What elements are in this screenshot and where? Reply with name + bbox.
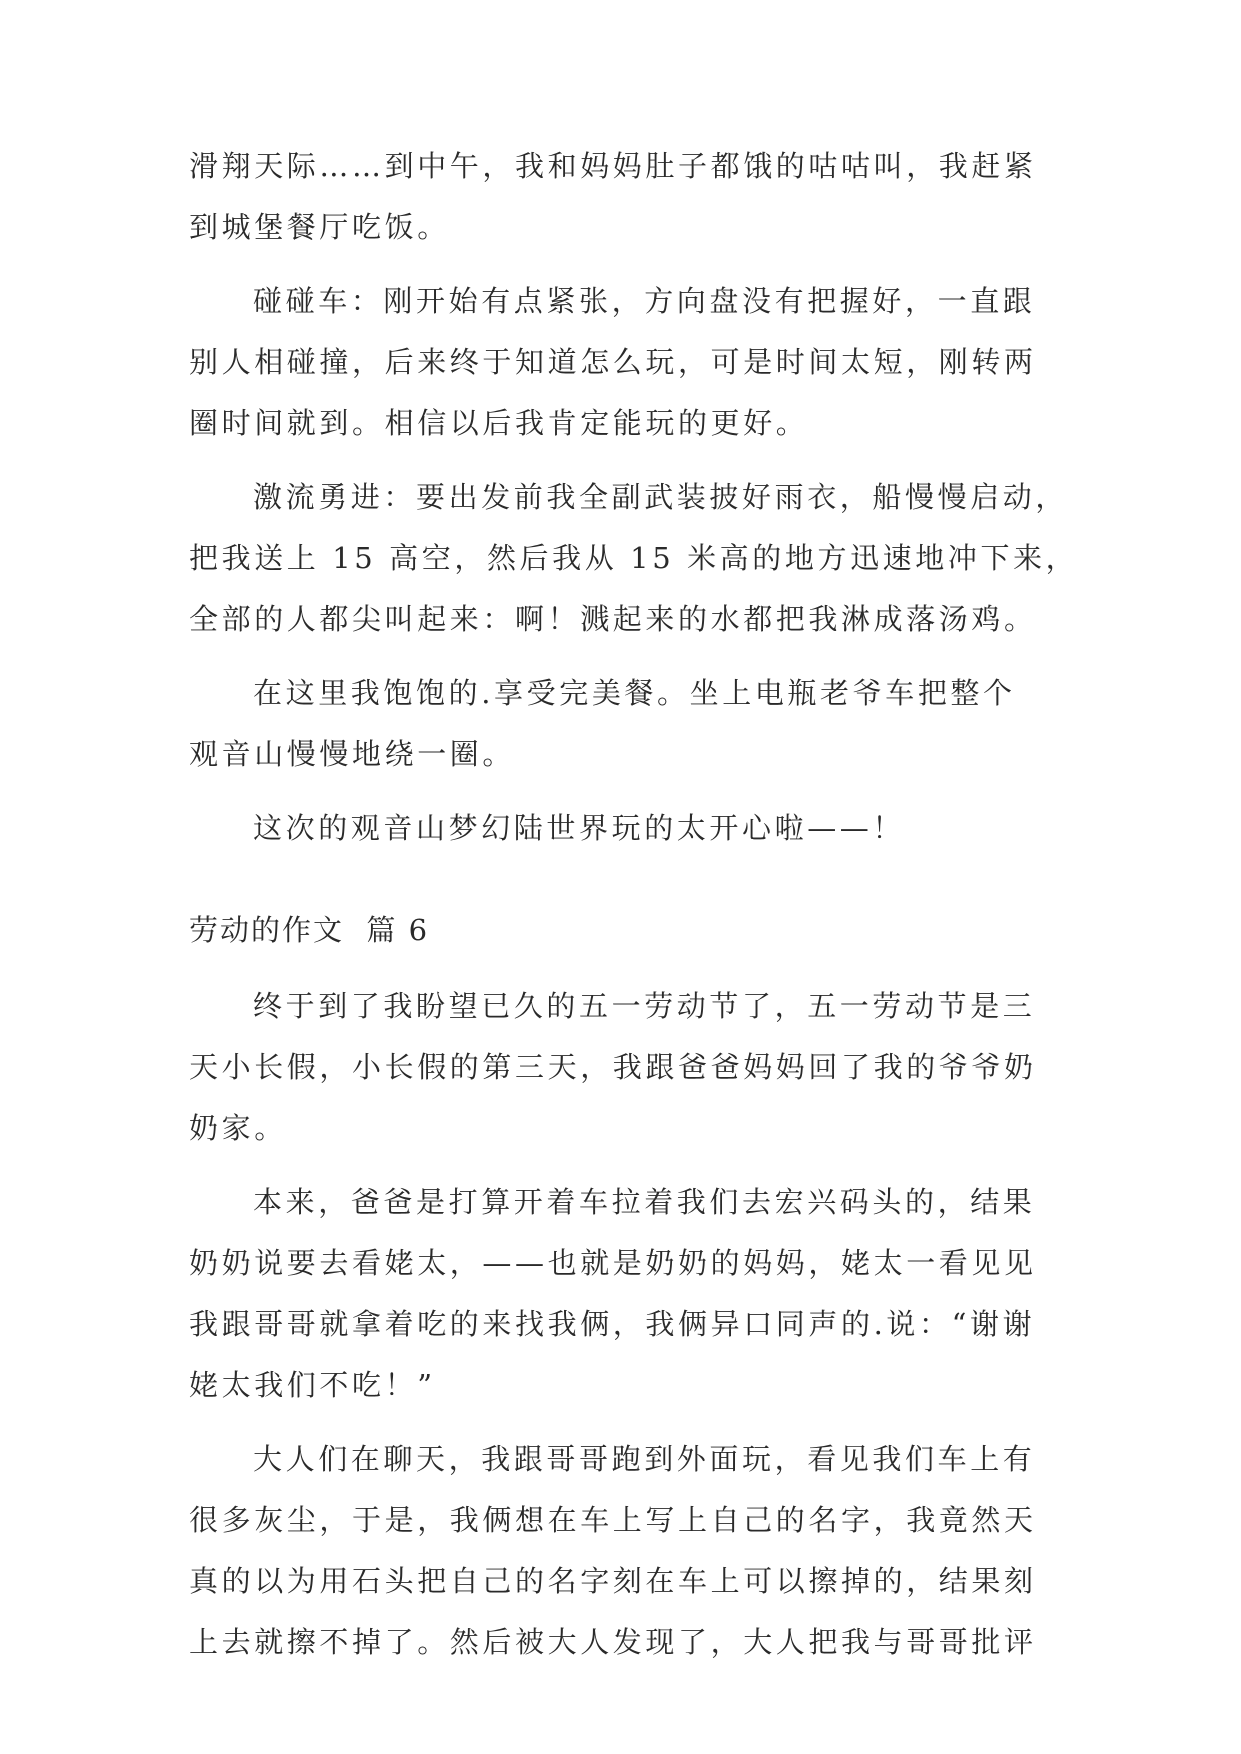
- text-line: 到城堡餐厅吃饭。: [189, 210, 450, 244]
- paragraph-start: 本来，爸爸是打算开着车拉着我们去宏兴码头的，结果: [253, 1185, 1036, 1219]
- text-line: 滑翔天际……到中午，我和妈妈肚子都饿的咕咕叫，我赶紧: [189, 149, 1037, 183]
- text-line: 圈时间就到。相信以后我肯定能玩的更好。: [189, 406, 809, 440]
- text-line: 奶家。: [189, 1111, 287, 1145]
- text-line: 全部的人都尖叫起来：啊！溅起来的水都把我淋成落汤鸡。: [189, 602, 1037, 636]
- section-title: 劳动的作文 篇 6: [189, 913, 430, 947]
- paragraph-start: 终于到了我盼望已久的五一劳动节了，五一劳动节是三: [253, 989, 1036, 1023]
- text-line: 观音山慢慢地绕一圈。: [189, 737, 516, 771]
- text-line: 天小长假，小长假的第三天，我跟爸爸妈妈回了我的爷爷奶: [189, 1050, 1037, 1084]
- paragraph-start: 在这里我饱饱的.享受完美餐。坐上电瓶老爷车把整个: [253, 676, 1016, 710]
- paragraph-start: 激流勇进：要出发前我全副武装披好雨衣，船慢慢启动，: [253, 480, 1069, 514]
- text-line: 别人相碰撞，后来终于知道怎么玩，可是时间太短，刚转两: [189, 345, 1037, 379]
- text-line: 我跟哥哥就拿着吃的来找我俩，我俩异口同声的.说：“谢谢: [189, 1307, 1036, 1341]
- paragraph-start: 碰碰车：刚开始有点紧张，方向盘没有把握好，一直跟: [253, 284, 1036, 318]
- text-line: 真的以为用石头把自己的名字刻在车上可以擦掉的，结果刻: [189, 1564, 1037, 1598]
- text-line: 上去就擦不掉了。然后被大人发现了，大人把我与哥哥批评: [189, 1625, 1037, 1659]
- paragraph-start: 这次的观音山梦幻陆世界玩的太开心啦——！: [253, 811, 906, 845]
- text-line: 很多灰尘，于是，我俩想在车上写上自己的名字，我竟然天: [189, 1503, 1037, 1537]
- paragraph-start: 大人们在聊天，我跟哥哥跑到外面玩，看见我们车上有: [253, 1442, 1036, 1476]
- text-line: 把我送上 15 高空，然后我从 15 米高的地方迅速地冲下来，: [189, 541, 1079, 575]
- text-line: 姥太我们不吃！”: [189, 1368, 436, 1402]
- text-line: 奶奶说要去看姥太，——也就是奶奶的妈妈，姥太一看见见: [189, 1246, 1037, 1280]
